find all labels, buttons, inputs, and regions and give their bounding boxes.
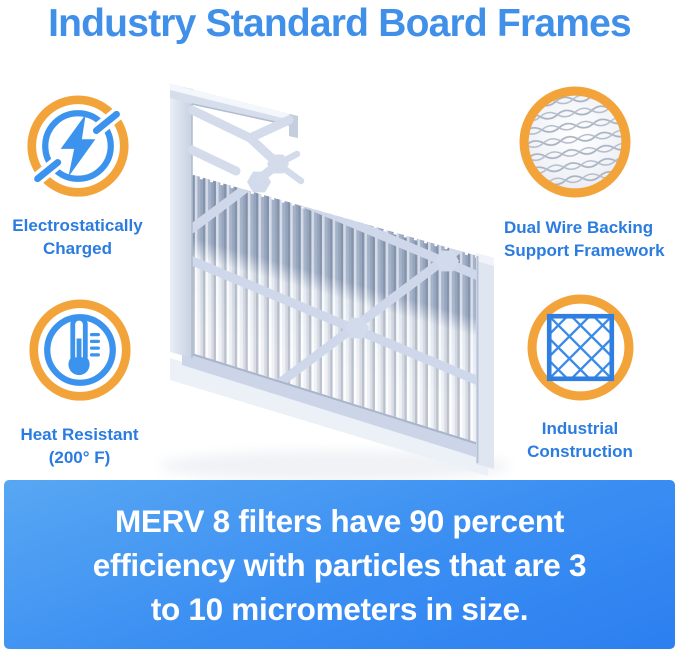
page-title: Industry Standard Board Frames — [48, 2, 631, 45]
air-filter-illustration — [150, 60, 530, 480]
banner-line: efficiency with particles that are 3 — [92, 546, 587, 583]
feature-industrial — [510, 292, 650, 463]
merv-banner — [4, 480, 675, 649]
feature-label: Heat Resistant (200° F) — [20, 425, 139, 467]
thermometer-icon — [12, 298, 147, 409]
feature-label: Dual Wire Backing Support Framework — [504, 218, 665, 260]
feature-electrostatic — [10, 94, 145, 260]
filter-left-frame — [170, 84, 192, 358]
feature-label: Electrostatically Charged — [12, 216, 143, 258]
banner-line: MERV 8 filters have 90 percent — [114, 502, 565, 539]
lightning-bolt-icon — [10, 94, 145, 205]
banner-line: to 10 micrometers in size. — [150, 590, 529, 627]
feature-heat-resistant — [12, 298, 147, 469]
lattice-square-icon — [510, 292, 650, 408]
filter-right-channel — [476, 253, 494, 469]
feature-label: Industrial Construction — [527, 419, 633, 461]
